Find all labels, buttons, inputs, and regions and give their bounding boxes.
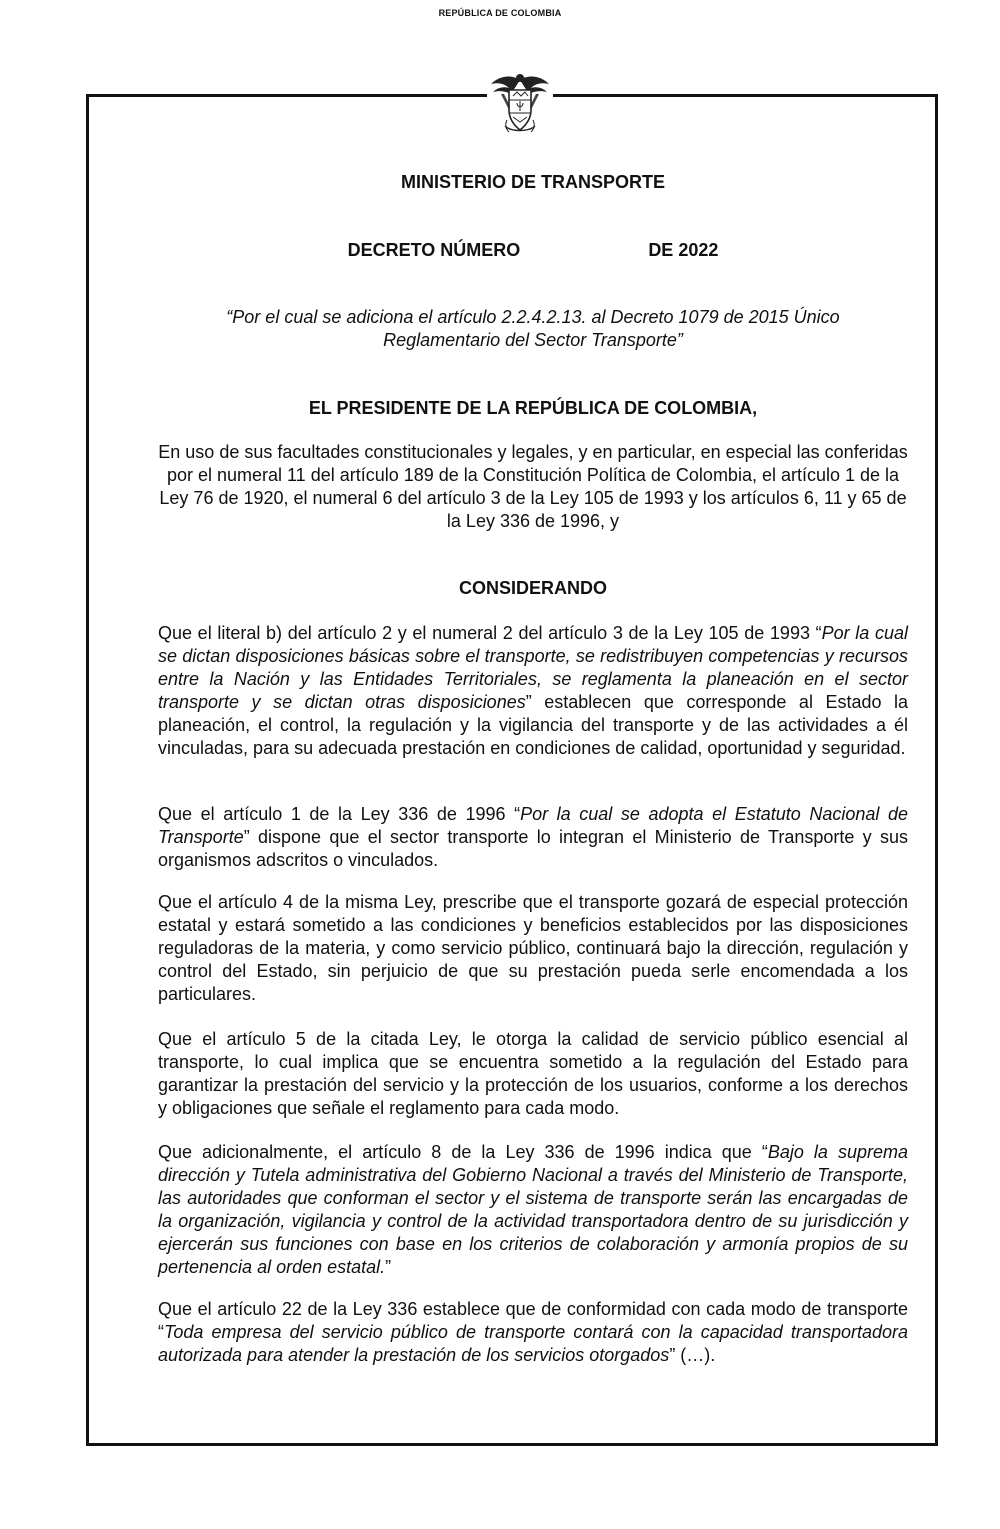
powers-paragraph: En uso de sus facultades constitucionales y legales, y en particular, en especial las conferidas por el numeral 11 del artículo 189 de la Constitución Política de Colombia, el artículo 1 de la Ley 76 de 1920, el numeral 6 del artículo 3 de la Ley 105 de 1993 y los artículos 6, 11 y 65 de la Ley 336 de 1996, y [158, 442, 908, 531]
considering-paragraph-1: Que el literal b) del artículo 2 y el numeral 2 del artículo 3 de la Ley 105 de 1993 “Por la cual se dictan disposiciones básicas sobre el transporte, se redistribuyen competencias y recursos entre la Nación y las Entidades Territoriales, se reglamenta la planeación en el sector transporte y se dictan otras disposiciones” establecen que corresponde al Estado la planeación, el control, la regulación y la vigilancia del transporte y de las actividades a él vinculadas, para su adecuada prestación en condiciones de calidad, oportunidad y seguridad. [158, 623, 909, 758]
ministry-title: MINISTERIO DE TRANSPORTE [400, 172, 665, 192]
decree-year: DE 2022 [648, 240, 719, 260]
coat-of-arms-icon [487, 70, 553, 138]
decree-number-line [33, 240, 1000, 261]
republic-header: REPÚBLICA DE COLOMBIA [438, 8, 562, 18]
considering-heading: CONSIDERANDO [458, 578, 607, 598]
considering-paragraph-4: Que el artículo 5 de la citada Ley, le otorga la calidad de servicio público esencial al transporte, lo cual implica que se encuentra sometido a la regulación del Estado para garantizar la prestación del servicio y la protección de los usuarios, conforme a los derechos y obligaciones que señale el reglamento para cada modo. [158, 1029, 908, 1118]
considering-paragraph-6: Que el artículo 22 de la Ley 336 establece que de conformidad con cada modo de transporte “Toda empresa del servicio público de transporte contará con la capacidad transportadora autorizada para atender la prestación de los servicios otorgados” (…). [158, 1299, 908, 1365]
considering-paragraph-3: Que el artículo 4 de la misma Ley, prescribe que el transporte gozará de especial protección estatal y estará sometido a las condiciones y beneficios establecidos por las disposiciones reguladoras de la materia, y como servicio público, continuará bajo la dirección, regulación y control del Estado, sin perjuicio de que su prestación pueda serle encomendada a los particulares. [158, 892, 908, 1004]
considering-paragraph-5: Que adicionalmente, el artículo 8 de la Ley 336 de 1996 indica que “Bajo la suprema dirección y Tutela administrativa del Gobierno Nacional a través del Ministerio de Transporte, las autoridades que conforman el sector y el sistema de transporte serán las encargadas de la organización, vigilancia y control de la actividad transportadora dentro de su jurisdicción y ejercerán sus funciones con base en los criterios de colaboración y armonía propios de su pertenencia al orden estatal.” [158, 1142, 908, 1277]
decree-label: DECRETO NÚMERO [347, 240, 521, 260]
considering-paragraph-2: Que el artículo 1 de la Ley 336 de 1996 “Por la cual se adopta el Estatuto Nacional de Transporte” dispone que el sector transporte lo integran el Ministerio de Transporte y sus organismos adscritos o vinculados. [158, 804, 908, 870]
president-heading: EL PRESIDENTE DE LA REPÚBLICA DE COLOMBIA, [308, 398, 758, 418]
decree-subtitle: “Por el cual se adiciona el artículo 2.2.4.2.13. al Decreto 1079 de 2015 Único Reglamentario del Sector Transporte” [226, 307, 840, 350]
